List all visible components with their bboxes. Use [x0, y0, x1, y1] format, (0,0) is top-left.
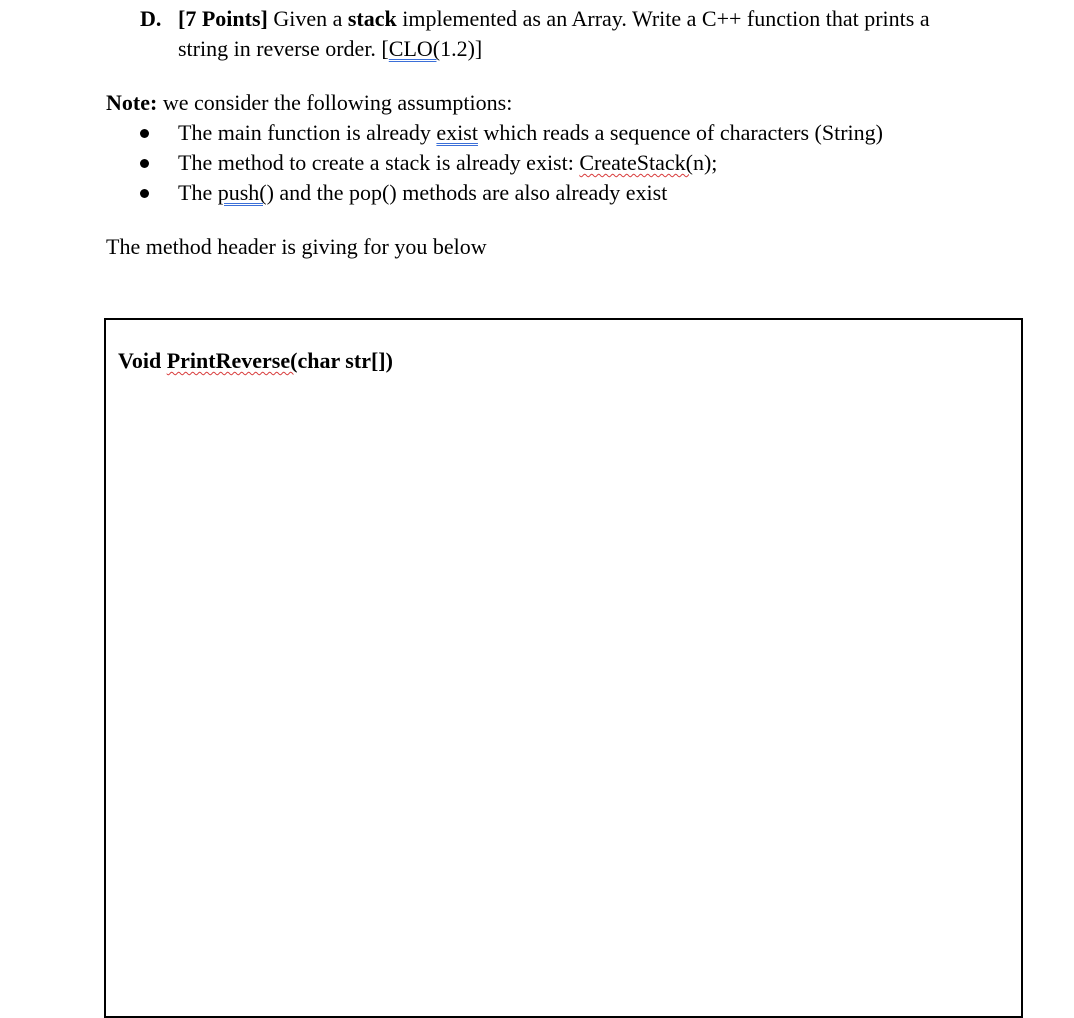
assumption-marked: push( [217, 180, 267, 205]
signature-part: Void [118, 348, 167, 373]
question-stack-word: stack [347, 6, 397, 31]
assumption-text: The main function is already [178, 120, 437, 145]
list-item [140, 148, 883, 178]
question-text-b: implemented as an Array. Write a C++ function that prints a [396, 6, 930, 31]
note-text: we consider the following assumptions: [157, 90, 513, 115]
bullet-icon [140, 159, 149, 168]
assumption-text: The [178, 180, 218, 205]
assumptions-list [140, 118, 883, 208]
list-item [140, 178, 883, 208]
answer-box[interactable] [104, 318, 1023, 1018]
question-line2-b: 1.2)] [440, 36, 483, 61]
question-label: D. [140, 6, 162, 31]
list-item [140, 118, 883, 148]
question-line-2 [140, 34, 1040, 64]
bullet-icon [140, 129, 149, 138]
assumption-text: which reads a sequence of characters (String) [477, 120, 883, 145]
assumption-text: ) and the pop() methods are also already exist [266, 180, 668, 205]
assumption-marked: CreateStack( [579, 150, 693, 175]
note-line [106, 88, 512, 118]
question-text-a: Given a [267, 6, 348, 31]
assumption-text: The method to create a stack is already exist: [178, 150, 580, 175]
bullet-icon [140, 189, 149, 198]
method-header-note: The method header is giving for you below [106, 234, 487, 259]
question-line2-a: string in reverse order. [ [178, 36, 389, 61]
question-points: [7 Points] [178, 6, 268, 31]
question-line-1 [140, 4, 1040, 34]
assumption-text: n); [692, 150, 718, 175]
question-clo: CLO( [388, 36, 441, 61]
note-label: Note: [106, 90, 158, 115]
signature-marked: PrintReverse( [166, 348, 298, 373]
question-d [140, 4, 1040, 64]
method-signature [118, 348, 393, 374]
assumption-marked: exist [436, 120, 478, 145]
signature-part: char str[]) [297, 348, 393, 373]
